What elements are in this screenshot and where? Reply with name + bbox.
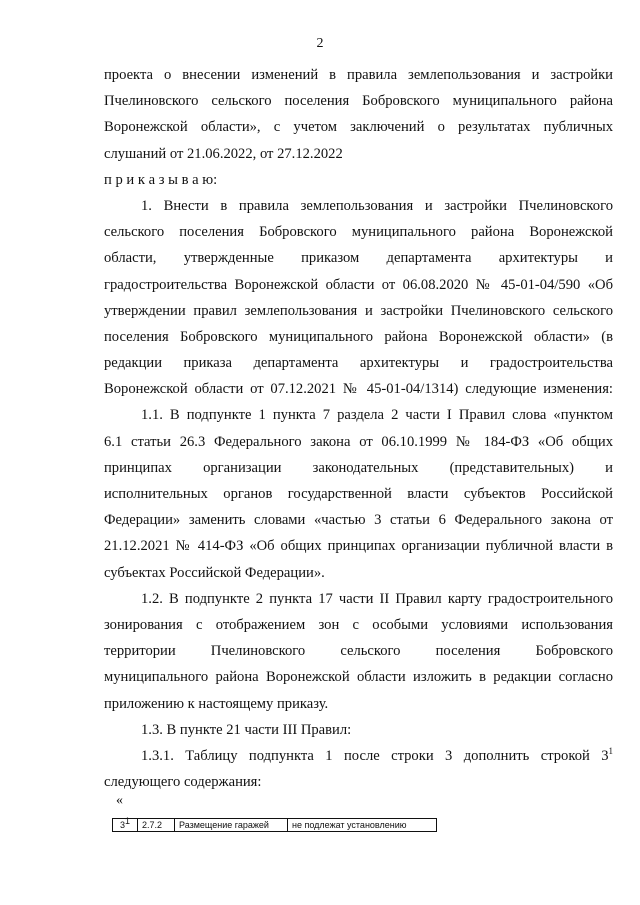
inserted-table-row — [112, 818, 437, 832]
table-cell-code: 2.7.2 — [138, 819, 175, 832]
text-line: следующего содержания: — [104, 774, 262, 791]
text-line: Федерации» заменить словами «частью 3 статьи 6 Федерального закона от — [104, 512, 613, 529]
text-line: Воронежской области», с учетом заключений о результатах публичных — [104, 119, 613, 136]
table-cell-row-number: $3^1$ — [113, 819, 138, 832]
text-line: поселения Бобровского муниципального района Воронежской области» (в — [104, 328, 613, 345]
text-line: области, утвержденные приказом департамента архитектуры и — [104, 250, 613, 267]
text-line: 1.1. В подпункте 1 пункта 7 раздела 2 части I Правил слова «пунктом — [141, 407, 613, 424]
text-line: градостроительства Воронежской области от 06.08.2020 № 45-01-04/590 «Об — [104, 276, 613, 293]
text-line: субъектах Российской Федерации». — [104, 564, 325, 581]
text-line: утверждении правил землепользования и застройки Пчелиновского сельского — [104, 302, 613, 319]
text-line: зонирования с отображением зон с особыми условиями использования — [104, 616, 613, 633]
text-line: Воронежской области от 07.12.2021 № 45-01-04/1314) следующие изменения: — [104, 381, 613, 398]
text-line: территории Пчелиновского сельского поселения Бобровского — [104, 643, 613, 660]
text-line: 1.3. В пункте 21 части III Правил: — [141, 721, 352, 738]
table-row — [113, 819, 437, 832]
table-cell-value: не подлежат установлению — [288, 819, 437, 832]
page-number: 2 — [316, 36, 324, 51]
text-line: 1. Внести в правила землепользования и застройки Пчелиновского — [141, 197, 613, 214]
text-line: исполнительных органов государственной власти субъектов Российской — [104, 486, 613, 502]
text-line: слушаний от 21.06.2022, от 27.12.2022 — [104, 145, 343, 162]
text-line: муниципального района Воронежской области изложить в редакции согласно — [104, 669, 613, 686]
text-line: 1.2. В подпункте 2 пункта 17 части II Правил карту градостроительного — [141, 590, 613, 607]
text-line: Пчелиновского сельского поселения Бобровского муниципального района — [104, 93, 613, 110]
opening-quote-mark: « — [116, 793, 123, 808]
text-line: приложению к настоящему приказу. — [104, 695, 329, 712]
text-line: 21.12.2021 № 414-ФЗ «Об общих принципах организации публичной власти в — [104, 538, 613, 555]
text-line: сельского поселения Бобровского муниципального района Воронежской — [104, 224, 613, 241]
text-line: 6.1 статьи 26.3 Федерального закона от 06.10.1999 № 184-ФЗ «Об общих — [104, 433, 613, 450]
document-body — [104, 62, 613, 795]
text-line: 1.3.1. Таблицу подпункта 1 после строки 3 дополнить строкой $3^1$ — [141, 746, 613, 764]
text-line: принципах организации законодательных (представительных) и — [104, 459, 613, 476]
text-line: проекта о внесении изменений в правила землепользования и застройки — [104, 67, 613, 83]
text-line: редакции приказа департамента архитектуры и градостроительства — [104, 355, 613, 372]
text-line: п р и к а з ы в а ю: — [104, 171, 218, 188]
table-cell-name: Размещение гаражей — [175, 819, 288, 832]
